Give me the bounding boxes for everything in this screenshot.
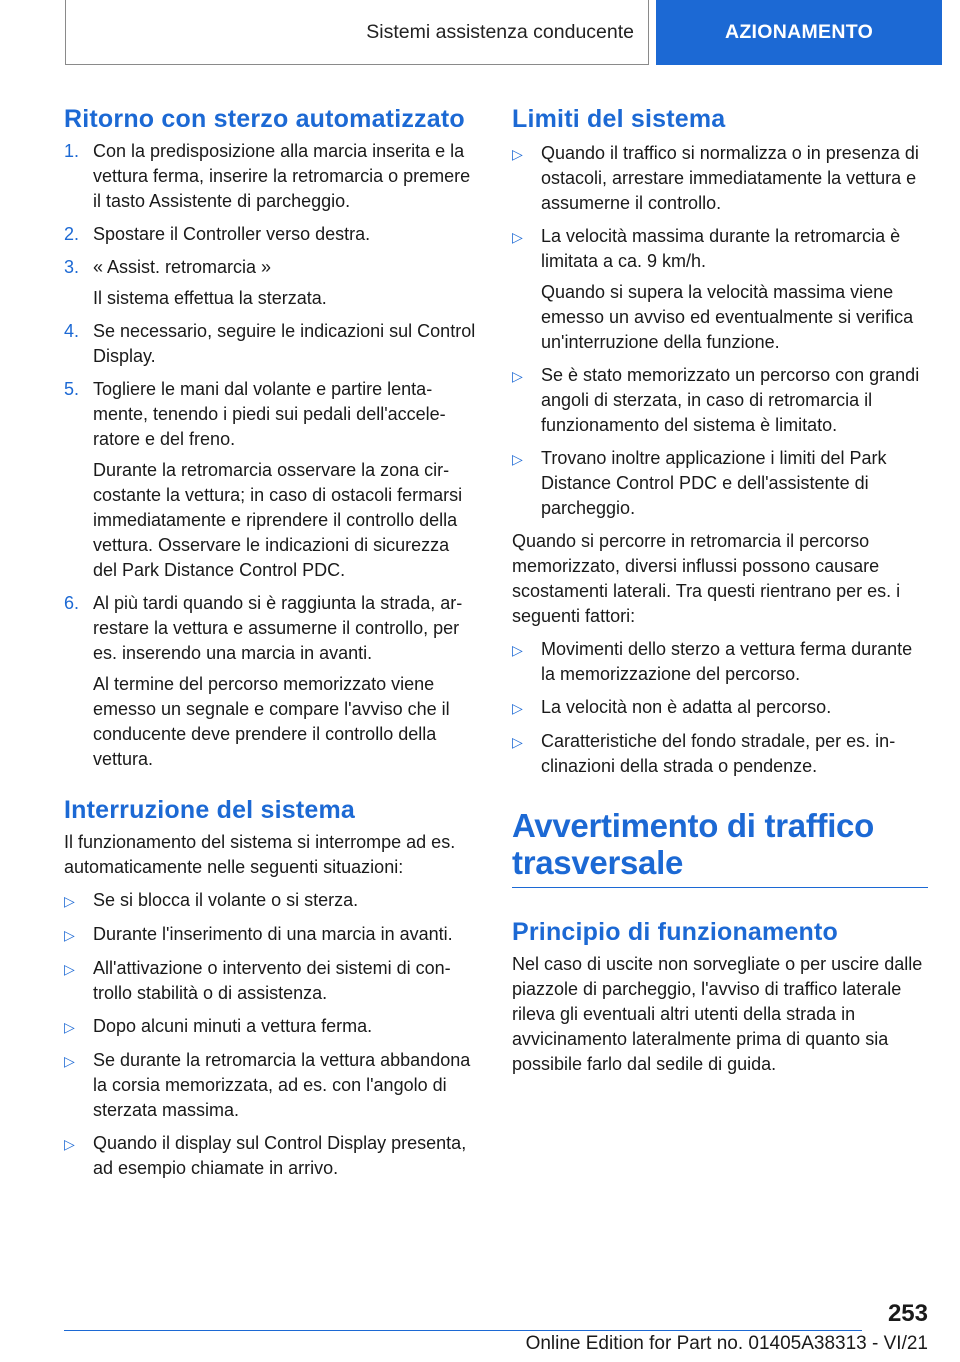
paragraph-principio: Nel caso di uscite non sorvegliate o per uscire dalle piazzole di parcheggio, l'avviso di traffico laterale rileva gli eventuali altri utenti della strada in avvicinamento lateralmente prima di quanto sia possibile farlo dal sedile di guida. (512, 954, 923, 1074)
list-item (64, 956, 478, 1006)
list-item-text: Dopo alcuni minuti a vettura ferma. (93, 1016, 373, 1036)
heading-limiti: Limiti del sistema (512, 105, 726, 133)
step-item (64, 319, 478, 369)
bullet-triangle-icon: ▷ (64, 1136, 75, 1152)
right-column (512, 103, 928, 1077)
section-title: Sistemi assistenza conducente (366, 20, 634, 43)
main-heading-line2: trasversale (512, 844, 684, 881)
step-item (64, 255, 478, 280)
list-item-text: Se è stato memorizzato un percorso con grandi angoli di sterzata, in caso di retromarcia il funzionamento del sistema è limitato. (541, 365, 920, 435)
header-section-title (65, 0, 649, 65)
list-item (512, 363, 928, 438)
bullet-triangle-icon: ▷ (512, 642, 523, 658)
heading-interruzione: Interruzione del sistema (64, 796, 355, 824)
list-item-text: All'attivazione o intervento dei sistemi di controllo stabilità o di assistenza. (93, 958, 451, 1003)
bullet-triangle-icon: ▷ (64, 893, 75, 909)
list-item (512, 695, 928, 721)
bullet-triangle-icon: ▷ (512, 451, 523, 467)
step-number: 6. (64, 593, 80, 613)
list-item-text: Trovano inoltre applicazione i limiti del Park Distance Control PDC e dell'assistente di parcheggio. (541, 448, 887, 518)
list-item (64, 922, 478, 948)
list-item (64, 1131, 478, 1181)
step-item (64, 377, 478, 452)
list-item-text: La velocità non è adatta al percorso. (541, 697, 832, 717)
step-text: « Assist. retromarcia » (93, 257, 272, 277)
step-text: Togliere le mani dal volante e partire lentamente, tenendo i piedi sui pedali dell'acceleratore e del freno. (93, 379, 446, 449)
step-subtext: Durante la retromarcia osservare la zona circostante la vettura; in caso di ostacoli fermarsi immediatamente e riprendere il controllo della vettura. Osservare le indicazioni di sicurezza del Park Distance Control PDC. (93, 460, 463, 580)
step-text: Al più tardi quando si è raggiunta la strada, arrestare la vettura e assumerne il controllo, per es. inserendo una marcia in avanti. (93, 593, 463, 663)
list-item (64, 1048, 478, 1123)
list-item-text: Se si blocca il volante o si sterza. (93, 890, 359, 910)
step-subtext: Il sistema effettua la sterzata. (93, 288, 327, 308)
list-item-text: Movimenti dello sterzo a vettura ferma durante la memorizzazione del percorso. (541, 639, 913, 684)
list-item-text: Se durante la retromarcia la vettura abbandona la corsia memorizzata, ad es. con l'angolo di sterzata massima. (93, 1050, 471, 1120)
main-heading-line1: Avvertimento di traffico (512, 807, 874, 844)
step-number: 3. (64, 257, 80, 277)
list-item (512, 224, 928, 274)
header-chapter-tab[interactable] (656, 0, 942, 65)
footer-edition: Online Edition for Part no. 01405A38313 - VI/21 (525, 1333, 928, 1354)
page-number: 253 (887, 1300, 928, 1327)
list-item (64, 1014, 478, 1040)
list-item-text: Caratteristiche del fondo stradale, per es. inclinazioni della strada o pendenze. (541, 731, 896, 776)
step-text: Se necessario, seguire le indicazioni sul Control Display. (93, 321, 476, 366)
bullet-triangle-icon: ▷ (64, 1019, 75, 1035)
bullet-triangle-icon: ▷ (512, 229, 523, 245)
list-item-text: Quando il traffico si normalizza o in presenza di ostacoli, arrestare immediatamente la vettura e assumerne il controllo. (541, 143, 919, 213)
step-number: 2. (64, 224, 80, 244)
bullet-triangle-icon: ▷ (64, 927, 75, 943)
bullet-triangle-icon: ▷ (512, 700, 523, 716)
heading-principio: Principio di funzionamento (512, 918, 839, 946)
step-item (64, 591, 478, 666)
step-text: Spostare il Controller verso destra. (93, 224, 371, 244)
list-item-text: La velocità massima durante la retromarcia è limitata a ca. 9 km/h. (541, 226, 901, 271)
step-item (64, 222, 478, 247)
bullet-triangle-icon: ▷ (512, 368, 523, 384)
step-number: 5. (64, 379, 80, 399)
main-heading-block (512, 807, 928, 888)
list-item-text: Quando il display sul Control Display presenta, ad esempio chiamate in arrivo. (93, 1133, 467, 1178)
bullet-triangle-icon: ▷ (64, 1053, 75, 1069)
step-text: Con la predisposizione alla marcia inserita e la vettura ferma, inserire la retromarcia o premere il tasto Assistente di parcheggio. (93, 141, 471, 211)
list-item (512, 637, 928, 687)
paragraph-interruzione: Il funzionamento del sistema si interrompe ad es. automaticamente nelle seguenti situazioni: (64, 832, 456, 877)
bullet-triangle-icon: ▷ (512, 146, 523, 162)
left-column (64, 103, 478, 1181)
step-number: 1. (64, 141, 80, 161)
list-item-text: Durante l'inserimento di una marcia in avanti. (93, 924, 453, 944)
list-item (64, 888, 478, 914)
bullet-triangle-icon: ▷ (512, 734, 523, 750)
paragraph-limiti: Quando si percorre in retromarcia il percorso memorizzato, diversi influssi possono causare scostamenti laterali. Tra questi rientrano per es. i seguenti fattori: (512, 531, 901, 626)
list-item-subtext: Quando si supera la velocità massima viene emesso un avviso ed eventualmente si verifica un'interruzione della funzione. (541, 282, 914, 352)
chapter-title: AZIONAMENTO (724, 21, 874, 43)
step-number: 4. (64, 321, 80, 341)
list-item (512, 141, 928, 216)
footer-divider (64, 1330, 862, 1331)
step-subtext: Al termine del percorso memorizzato viene emesso un segnale e compare l'avviso che il conducente deve prendere il controllo della vettura. (93, 674, 450, 769)
heading-ritorno: Ritorno con sterzo automatizzato (64, 105, 465, 133)
list-item (512, 729, 928, 779)
list-item (512, 446, 928, 521)
step-item (64, 139, 478, 214)
bullet-triangle-icon: ▷ (64, 961, 75, 977)
